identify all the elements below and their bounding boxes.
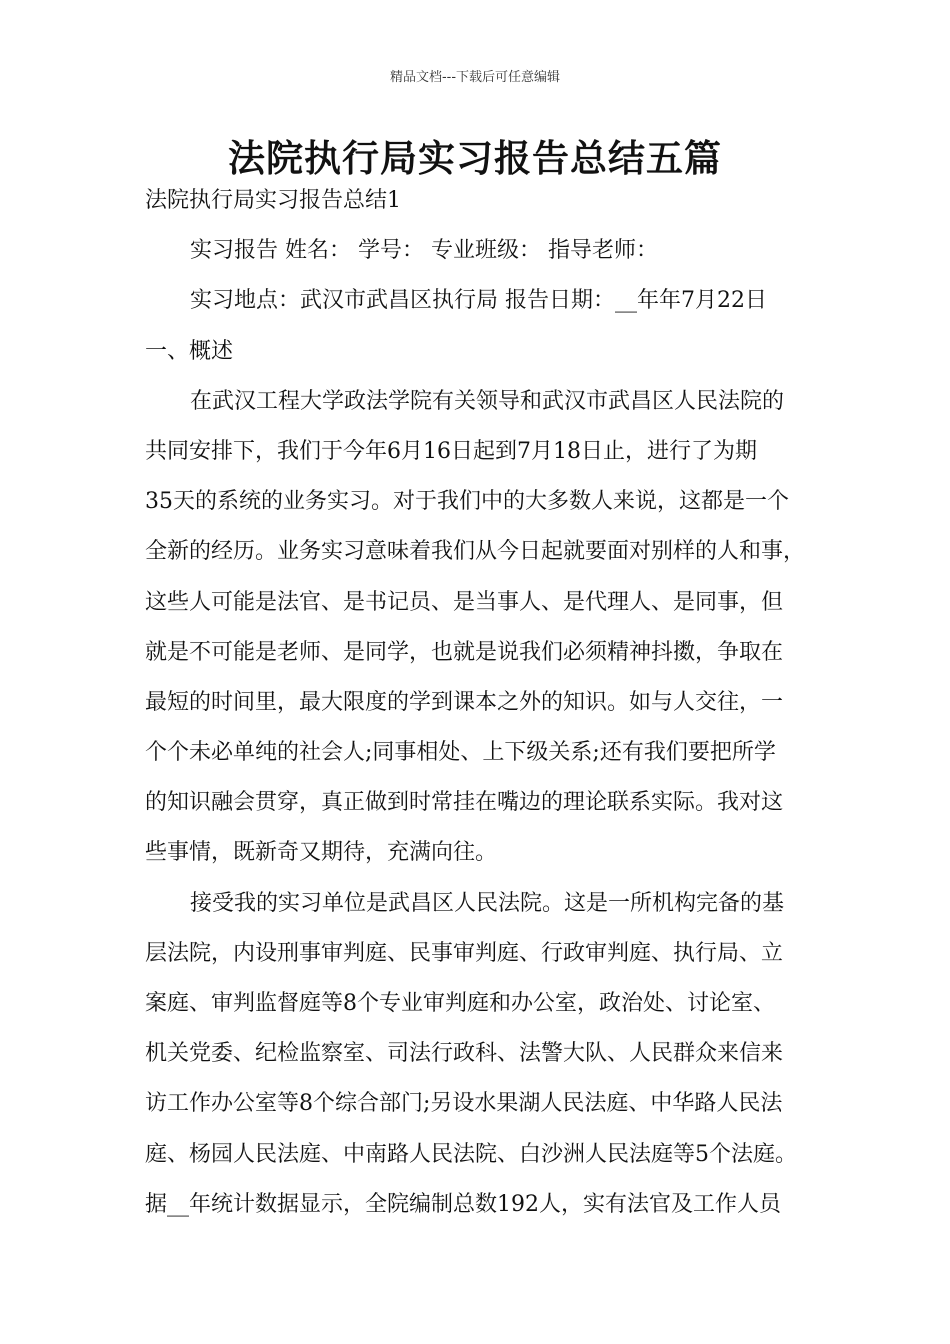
text-line: 法院执行局实习报告总结1 — [145, 188, 401, 213]
text-line: 些事情，既新奇又期待，充满向往。 — [145, 840, 498, 866]
document-title: 法院执行局实习报告总结五篇 — [228, 137, 722, 180]
header-note: 精品文档---下载后可任意编辑 — [389, 70, 561, 85]
text-line: 这些人可能是法官、是书记员、是当事人、是代理人、是同事，但 — [145, 589, 784, 615]
text-line: 就是不可能是老师、是同学，也就是说我们必须精神抖擞，争取在 — [145, 639, 784, 665]
text-line: 访工作办公室等8个综合部门;另设水果湖人民法庭、中华路人民法 — [145, 1091, 783, 1117]
text-line: 最短的时间里，最大限度的学到课本之外的知识。如与人交往，一 — [145, 689, 784, 715]
text-line: 案庭、审判监督庭等8个专业审判庭和办公室，政治处、讨论室、 — [145, 991, 775, 1016]
section-heading: 一、概述 — [145, 338, 234, 364]
text-line: 实习地点：武汉市武昌区执行局 报告日期：__年年7月22日 — [190, 288, 767, 314]
text-line: 机关党委、纪检监察室、司法行政科、法警大队、人民群众来信来 — [145, 1041, 784, 1067]
text-line: 层法院，内设刑事审判庭、民事审判庭、行政审判庭、执行局、立 — [145, 940, 784, 966]
text-line: 全新的经历。业务实习意味着我们从今日起就要面对别样的人和事， — [145, 539, 806, 565]
text-line: 据__年统计数据显示，全院编制总数192人，实有法官及工作人员 — [145, 1191, 781, 1217]
text-line: 实习报告 姓名： 学号： 专业班级： 指导老师： — [190, 238, 658, 264]
text-line: 庭、杨园人民法庭、中南路人民法院、白沙洲人民法庭等5个法庭。 — [145, 1141, 797, 1167]
text-line: 共同安排下，我们于今年6月16日起到7月18日止，进行了为期 — [145, 438, 757, 464]
text-line: 的知识融会贯穿，真正做到时常挂在嘴边的理论联系实际。我对这 — [145, 790, 784, 816]
text-line: 35天的系统的业务实习。对于我们中的大多数人来说，这都是一个 — [145, 489, 789, 515]
text-line: 接受我的实习单位是武昌区人民法院。这是一所机构完备的基 — [190, 890, 785, 916]
text-line: 在武汉工程大学政法学院有关领导和武汉市武昌区人民法院的 — [190, 388, 785, 414]
text-line: 个个未必单纯的社会人;同事相处、上下级关系;还有我们要把所学 — [145, 740, 776, 766]
document-body — [145, 176, 830, 1230]
